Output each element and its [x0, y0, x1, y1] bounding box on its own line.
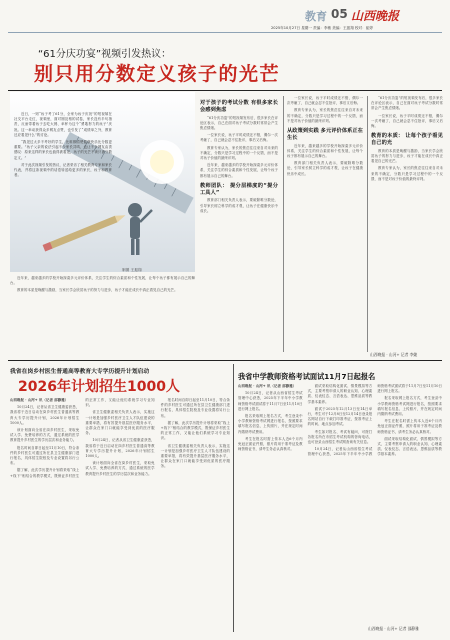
- lead-column-4: [371, 96, 443, 352]
- body-paragraph: 省卫生健康委相关负责人表示，实施这一计划是加强乡村医疗卫生人才队伍建设的重要举措，将有效提升基层医疗服务水平，让群众在家门口就能享受到优质的医疗服务。: [85, 410, 155, 436]
- body-paragraph: 该计划面向全省在岗乡村医生，采取免试入学、免费培养的方式，通过系统的医学教育提升乡村医生的学历层次和业务能力。: [10, 428, 80, 443]
- paper-name: 山西晚报: [351, 9, 400, 23]
- body-paragraph: 一位家长说，孩子平时成绩还不错，偶尔一次考砸了，自己就会忍不住批评，事后又后悔。: [287, 96, 363, 106]
- subhead: 对于孩子的考试分数 有很多家长会感到焦虑: [200, 100, 278, 113]
- body-paragraph: 考生如对报名、考试有疑问，可拨打各报名所在市招生考试机构的咨询电话，也可登录山西招生考试网查询有关信息。: [307, 429, 373, 445]
- column-rule: [283, 96, 284, 352]
- story-two-body: [10, 398, 230, 630]
- masthead-rule: [8, 32, 442, 33]
- intro-paragraph: 对于此次视频引发的热议，记者采访了相关教育专家和家长代表，并将这条视频中的话语转述给更多的家长，孩子和教育者。: [14, 162, 112, 178]
- body-paragraph: 近年来，越来越多的学校开始探索多元评价体系，关注学生的综合素质和个性发展，让每个孩子都有展示自己的舞台。: [200, 163, 278, 178]
- masthead: [235, 8, 445, 38]
- body-paragraph: 10月24日，记者从山西省招生考试管理中心获悉，2025年下半年中小学教师资格考试面试将于11月7日至11月10日进行网上报名。: [307, 384, 442, 457]
- byline: 山西晚报 · 山河+ 讯（记者 邵静雅）: [238, 384, 297, 388]
- body-paragraph: 报名时间自即日起至11月10日，符合条件的乡村医生可通过所在县卫生健康部门进行报名，具体招生院校及专业设置将另行公布。: [160, 398, 230, 418]
- page-number: 05: [331, 7, 348, 21]
- body-paragraph: “61分庆功宴”的短视频发布后，很多家长在评论区表示，自己在面对孩子考试分数时常常会产生焦虑情绪。: [371, 96, 443, 111]
- body-paragraph: 10月24日，记者从山西省招生考试管理中心获悉，2025年下半年中小学教师资格考试面试将于11月7日至11月10日进行网上报名。: [238, 391, 303, 411]
- story-three-byline-end: 山西晚报 · 山河+ 记者 邵静雅: [368, 626, 419, 631]
- date-line: 2025年10月27日 星期一 责编：李敏 美编：王振翔 校对：崔婷: [271, 26, 373, 30]
- section-rule: [8, 360, 442, 361]
- photo-credit: 制图 王振翔: [122, 268, 142, 272]
- body-paragraph: 报名采取网上报名方式，考生登录中小学教师资格考试网进行报名，按照要求填写报名信息、上传照片，并在规定时间内缴纳考试费用。: [377, 396, 442, 417]
- body-paragraph: 教育部门相关负责人表示，要破除唯分数论，引导家长树立科学的成才观，让孩子在健康快乐中成长。: [287, 161, 363, 176]
- column-rule: [367, 96, 368, 352]
- body-paragraph: 面试采取结构化面试、情景模拟等方式，主要考察申请人的职业认知、心理素质、仪表仪态、言语表达、思维品质等教学基本素养。: [377, 436, 442, 457]
- lead-column-1-bottom: [10, 276, 195, 352]
- lead-column-2: [200, 96, 278, 352]
- body-paragraph: 教育的本质是唤醒与激励，当家长学会欣赏孩子的努力与进步，孩子才能在成长中真正看见自己的光芒。: [371, 148, 443, 164]
- subhead: 教育的本质： 让每个孩子看见自己的光: [371, 133, 443, 147]
- body-paragraph: 近年来，越来越多的学校开始探索多元评价体系，关注学生的综合素质和个性发展，让每个孩子都有展示自己的舞台。: [287, 143, 363, 159]
- body-paragraph: 一位家长说，孩子平时成绩还不错，偶尔一次考砸了，自己就会忍不住批评，事后又后悔。: [200, 133, 278, 143]
- body-paragraph: 教育的本质是唤醒与激励，当家长学会欣赏孩子的努力与进步，孩子才能在成长中真正看见自己的光芒。: [17, 288, 178, 293]
- body-paragraph: 据了解，此次学历提升计划将采取“线上+线下”相结合的教学模式，既保证乡村医生的正常工作，又能让他们系统学习专业知识。: [160, 420, 230, 441]
- body-paragraph: 考生在报名时需上传本人近6个月内免冠正面证件照，照片将用于准考证及教师资格证书，请考生务必认真核对。: [238, 436, 303, 452]
- story-two-kicker: 我省在岗乡村医生普通高等教育大专学历提升计划启动: [10, 369, 150, 375]
- lead-column-3: [287, 96, 363, 352]
- body-paragraph: 省卫生健康委相关负责人表示，实施这一计划是加强乡村医疗卫生人才队伍建设的重要举措，将有效提升基层医疗服务水平，让群众在家门口就能享受到优质的医疗服务。: [160, 443, 230, 469]
- section-name: 教育: [305, 10, 327, 23]
- subhead: 教师团队： 提分层梯度的“提分工具人”: [200, 182, 278, 196]
- body-paragraph: 10月24日，记者从省卫生健康委获悉，我省将于近日启动在岗乡村医生普通高等教育大专学历提升计划，2026年计划招生1000人。: [85, 438, 155, 459]
- lead-byline: 山西晚报 · 山河+ 记者 李婕: [370, 352, 418, 357]
- body-paragraph: 考生在报名时需上传本人近6个月内免冠正面证件照，照片将用于准考证及教师资格证书，请考生务必认真核对。: [377, 419, 442, 434]
- body-paragraph: 教育部门相关负责人表示，要破除唯分数论，引导家长树立科学的成才观，让孩子在健康快乐中成长。: [200, 198, 278, 213]
- body-paragraph: 该计划面向全省在岗乡村医生，采取免试入学、免费培养的方式，通过系统的医学教育提升乡村医生的学历层次和业务能力。: [85, 461, 155, 476]
- body-paragraph: 一位家长说，孩子平时成绩还不错，偶尔一次考砸了，自己就会忍不住批评，事后又后悔。: [371, 113, 443, 129]
- body-paragraph: 据了解，此次学历提升计划将采取“线上+线下”相结合的教学模式，既保证乡村医生的正常工作，又能让他们系统学习专业知识。: [10, 398, 155, 478]
- lead-headline: 别只用分数定义孩子的光芒: [34, 63, 281, 85]
- body-paragraph: 报名时间自即日起至11月10日，符合条件的乡村医生可通过所在县卫生健康部门进行报名，具体招生院校及专业设置将另行公布。: [10, 445, 80, 466]
- body-paragraph: 面试于2025年12月13日至14日举行，考生可于12月8日至12月14日登录报名网站自行下载打印准考证，按准考证上的时间、地点参加考试。: [307, 406, 373, 427]
- body-paragraph: 教育专家认为，家长的焦虑往往来自对未来的不确定，分数只是学习过程中的一个反馈，而不是对孩子价值的最终评判。: [200, 145, 278, 161]
- story-three-body: [238, 384, 442, 622]
- body-paragraph: “61分庆功宴”的短视频发布后，很多家长在评论区表示，自己在面对孩子考试分数时常常会产生焦虑情绪。: [200, 115, 278, 130]
- lead-intro: [14, 112, 112, 180]
- intro-paragraph: 近日，一则“孩子考了61分，全家为孩子庆祝”的短视频在社交平台走红，视频里，面对刚及格的试卷，家长没有半句指责，反而带着孩子去吃大餐、举杯为这个“勇敢努力的孩子”庆祝。这一举动获得众多网友点赞，也引发了“成绩单之外，教育还应看见什么”的讨论。: [14, 112, 112, 137]
- subhead: 从政策到实践 多元评价体系正在生长: [287, 128, 363, 141]
- story-divider: [233, 364, 234, 632]
- body-paragraph: 10月24日，记者从省卫生健康委获悉，我省将于近日启动在岗乡村医生普通高等教育大专学历提升计划，2026年计划招生1000人。: [10, 405, 80, 425]
- body-paragraph: 面试采取结构化面试、情景模拟等方式，主要考察申请人的职业认知、心理素质、仪表仪态、言语表达、思维品质等教学基本素养。: [307, 384, 373, 404]
- body-paragraph: 报名采取网上报名方式，考生登录中小学教师资格考试网进行报名，按照要求填写报名信息、上传照片，并在规定时间内缴纳考试费用。: [238, 414, 303, 434]
- headline-rule: [8, 90, 442, 91]
- body-paragraph: 教育专家认为，家长的焦虑往往来自对未来的不确定，分数只是学习过程中的一个反馈，而不是对孩子价值的最终评判。: [371, 166, 443, 181]
- story-three-headline: 我省中学教师资格考试面试11月7日起报名: [238, 372, 376, 381]
- body-paragraph: 教育专家认为，家长的焦虑往往来自对未来的不确定，分数只是学习过程中的一个反馈，而不是对孩子价值的最终评判。: [287, 108, 363, 123]
- byline: 山西晚报 · 山河+ 讯（记者 邵静雅）: [10, 398, 69, 402]
- story-two-headline: 2026年计划招生1000人: [18, 379, 180, 395]
- body-paragraph: 近年来，越来越多的学校开始探索多元评价体系，关注学生的综合素质和个性发展，让每个孩子都有展示自己的舞台。: [10, 276, 195, 286]
- intro-paragraph: “我见过太多不考好的学生，比谁都清楚健康快乐比分数更重要。”孩子父亲的说法引起不少家长共鸣，也让不少网友由衷感叹：原来这样的家长也值得被看见，孩子的光芒不该只被分数定义。”: [14, 140, 112, 160]
- lead-kicker: “61分庆功宴”视频引发热议：: [38, 49, 172, 60]
